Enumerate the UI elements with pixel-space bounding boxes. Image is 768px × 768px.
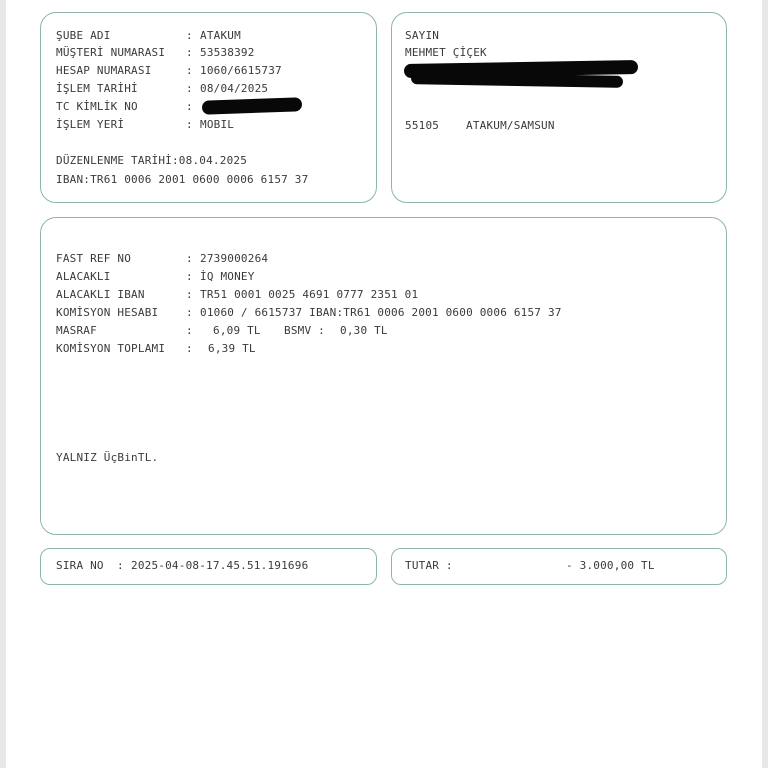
transaction-date-value: 08/04/2025 (200, 82, 269, 95)
account-number-label: HESAP NUMARASI (56, 64, 152, 77)
account-number-value: 1060/6615737 (200, 64, 282, 77)
colon: : (186, 342, 193, 355)
receipt-page (6, 0, 762, 768)
creditor-value: İQ MONEY (200, 270, 255, 283)
creditor-iban-value: TR51 0001 0025 4691 0777 2351 01 (200, 288, 419, 301)
account-iban-line: IBAN:TR61 0006 2001 0600 0006 6157 37 (56, 173, 309, 186)
recipient-box (391, 12, 727, 203)
postal-code: 55105 (405, 119, 440, 132)
fast-ref-value: 2739000264 (200, 252, 269, 265)
bsmv-label: BSMV : (284, 324, 325, 337)
district: ATAKUM/SAMSUN (466, 119, 555, 132)
transaction-place-label: İŞLEM YERİ (56, 118, 125, 131)
colon: : (186, 306, 193, 319)
colon: : (186, 100, 193, 113)
commission-total-label: KOMİSYON TOPLAMI (56, 342, 166, 355)
fee-label: MASRAF (56, 324, 97, 337)
creditor-label: ALACAKLI (56, 270, 111, 283)
branch-name-label: ŞUBE ADI (56, 29, 111, 42)
transaction-date-label: İŞLEM TARİHİ (56, 82, 138, 95)
amount-label: TUTAR : (405, 559, 453, 572)
recipient-name: MEHMET ÇİÇEK (405, 46, 487, 59)
creditor-iban-label: ALACAKLI IBAN (56, 288, 145, 301)
transfer-details-box (40, 217, 727, 535)
salutation: SAYIN (405, 29, 440, 42)
national-id-label: TC KİMLİK NO (56, 100, 138, 113)
bsmv-value: 0,30 TL (340, 324, 388, 337)
issue-date-line: DÜZENLENME TARİHİ:08.04.2025 (56, 154, 248, 167)
commission-account-label: KOMİSYON HESABI (56, 306, 159, 319)
fast-ref-label: FAST REF NO (56, 252, 132, 265)
colon: : (186, 29, 193, 42)
fee-value: 6,09 TL (213, 324, 261, 337)
amount-value: - 3.000,00 TL (566, 559, 655, 572)
transaction-place-value: MOBIL (200, 118, 235, 131)
colon: : (186, 118, 193, 131)
branch-name-value: ATAKUM (200, 29, 241, 42)
sequence-label: SIRA NO (56, 559, 104, 572)
customer-number-label: MÜŞTERİ NUMARASI (56, 46, 166, 59)
colon: : (186, 324, 193, 337)
sequence-value: 2025-04-08-17.45.51.191696 (131, 559, 309, 572)
colon: : (186, 46, 193, 59)
colon: : (117, 559, 124, 572)
colon: : (186, 64, 193, 77)
commission-total-value: 6,39 TL (208, 342, 256, 355)
colon: : (186, 270, 193, 283)
colon: : (186, 82, 193, 95)
colon: : (186, 252, 193, 265)
colon: : (186, 288, 193, 301)
commission-account-value: 01060 / 6615737 IBAN:TR61 0006 2001 0600 0006 6157 37 (200, 306, 562, 319)
customer-number-value: 53538392 (200, 46, 255, 59)
amount-in-words: YALNIZ ÜçBinTL. (56, 451, 159, 464)
